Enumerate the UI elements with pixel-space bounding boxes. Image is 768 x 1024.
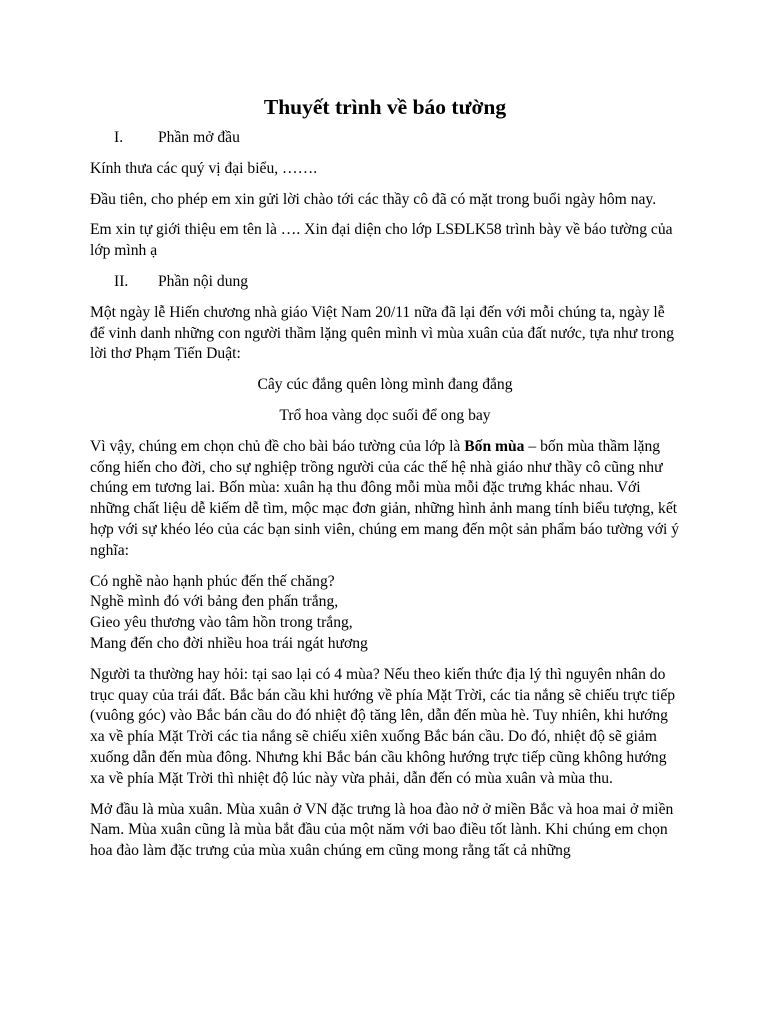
paragraph-seasons-explanation: Người ta thường hay hỏi: tại sao lại có 4 mùa? Nếu theo kiến thức địa lý thì nguyên nhân do trục quay của trái đất. Bắc bán cầu khi hướng về phía Mặt Trời, các tia nắng sẽ chiếu trực tiếp (vuông góc) vào Bắc bán cầu do đó nhiệt độ tăng lên, dẫn đến mùa hè. Tuy nhiên, khi hướng xa về phía Mặt Trời các tia nắng sẽ chiếu xiên xuống Bắc bán cầu. Do đó, nhiệt độ sẽ giảm xuống dẫn đến mùa đông. Nhưng khi Bắc bán cầu không hướng trực tiếp cũng không hướng xa về phía Mặt Trời thì nhiệt độ lúc này vừa phải, dẫn đến có mùa xuân và mùa thu. — [90, 665, 676, 787]
section-number: I. — [114, 129, 124, 146]
poem-line: Nghề mình đó với bảng đen phấn trắng, — [90, 593, 339, 611]
theme-text-before: Vì vậy, chúng em chọn chủ đề cho bài báo tường của lớp là — [90, 437, 465, 455]
verse-line: Trổ hoa vàng dọc suối để ong bay — [279, 406, 491, 424]
poem-line: Có nghề nào hạnh phúc đến thế chăng? — [90, 572, 335, 590]
theme-name: Bốn mùa — [464, 437, 525, 455]
paragraph-welcome: Đầu tiên, cho phép em xin gửi lời chào tới các thầy cô đã có mặt trong buổi ngày hôm nay. — [90, 190, 657, 208]
paragraph-theme — [90, 437, 680, 562]
section-heading-intro — [90, 128, 680, 149]
paragraph-occasion: Một ngày lễ Hiến chương nhà giáo Việt Nam 20/11 nữa đã lại đến với mỗi chúng ta, ngày lễ để vinh danh những con người thầm lặng quên mình vì mùa xuân của đất nước, tựa như trong lời thơ Phạm Tiến Duật: — [90, 303, 675, 363]
verse-line: Cây cúc đắng quên lòng mình đang đắng — [257, 376, 513, 394]
poem-line: Mang đến cho đời nhiều hoa trái ngát hương — [90, 634, 368, 652]
section-heading-content — [90, 272, 680, 293]
section-label: Phần mở đầu — [158, 129, 240, 146]
poem-line: Gieo yêu thương vào tâm hồn trong trắng, — [90, 614, 353, 632]
section-number: II. — [114, 272, 129, 290]
theme-text-after: – bốn mùa thầm lặng cống hiến cho đời, cho sự nghiệp trồng người của các thế hệ nhà giáo như thầy cô cũng như chúng em tương lai. Bốn mùa: xuân hạ thu đông mỗi mùa mỗi đặc trưng khác nhau. Với những chất liệu dễ kiếm dễ tìm, mộc mạc đơn giản, những hình ảnh mang tính biểu tượng, kết hợp với sự khéo léo của các bạn sinh viên, chúng em mang đến một sản phẩm báo tường với ý nghĩa: — [90, 437, 680, 559]
paragraph-greeting: Kính thưa các quý vị đại biểu, ……. — [90, 159, 318, 177]
paragraph-spring: Mở đầu là mùa xuân. Mùa xuân ở VN đặc trưng là hoa đào nở ở miền Bắc và hoa mai ở miền Nam. Mùa xuân cũng là mùa bắt đầu của một năm với bao điều tốt lành. Khi chúng em chọn hoa đào làm đặc trưng của mùa xuân chúng em cũng mong rằng tất cả những — [90, 800, 674, 860]
section-label: Phần nội dung — [158, 272, 249, 290]
document-page — [90, 92, 680, 872]
document-title: Thuyết trình về báo tường — [263, 95, 507, 119]
paragraph-introduction: Em xin tự giới thiệu em tên là …. Xin đại diện cho lớp LSĐLK58 trình bày về báo tường của lớp mình ạ — [90, 221, 673, 260]
poem-block — [90, 572, 680, 655]
